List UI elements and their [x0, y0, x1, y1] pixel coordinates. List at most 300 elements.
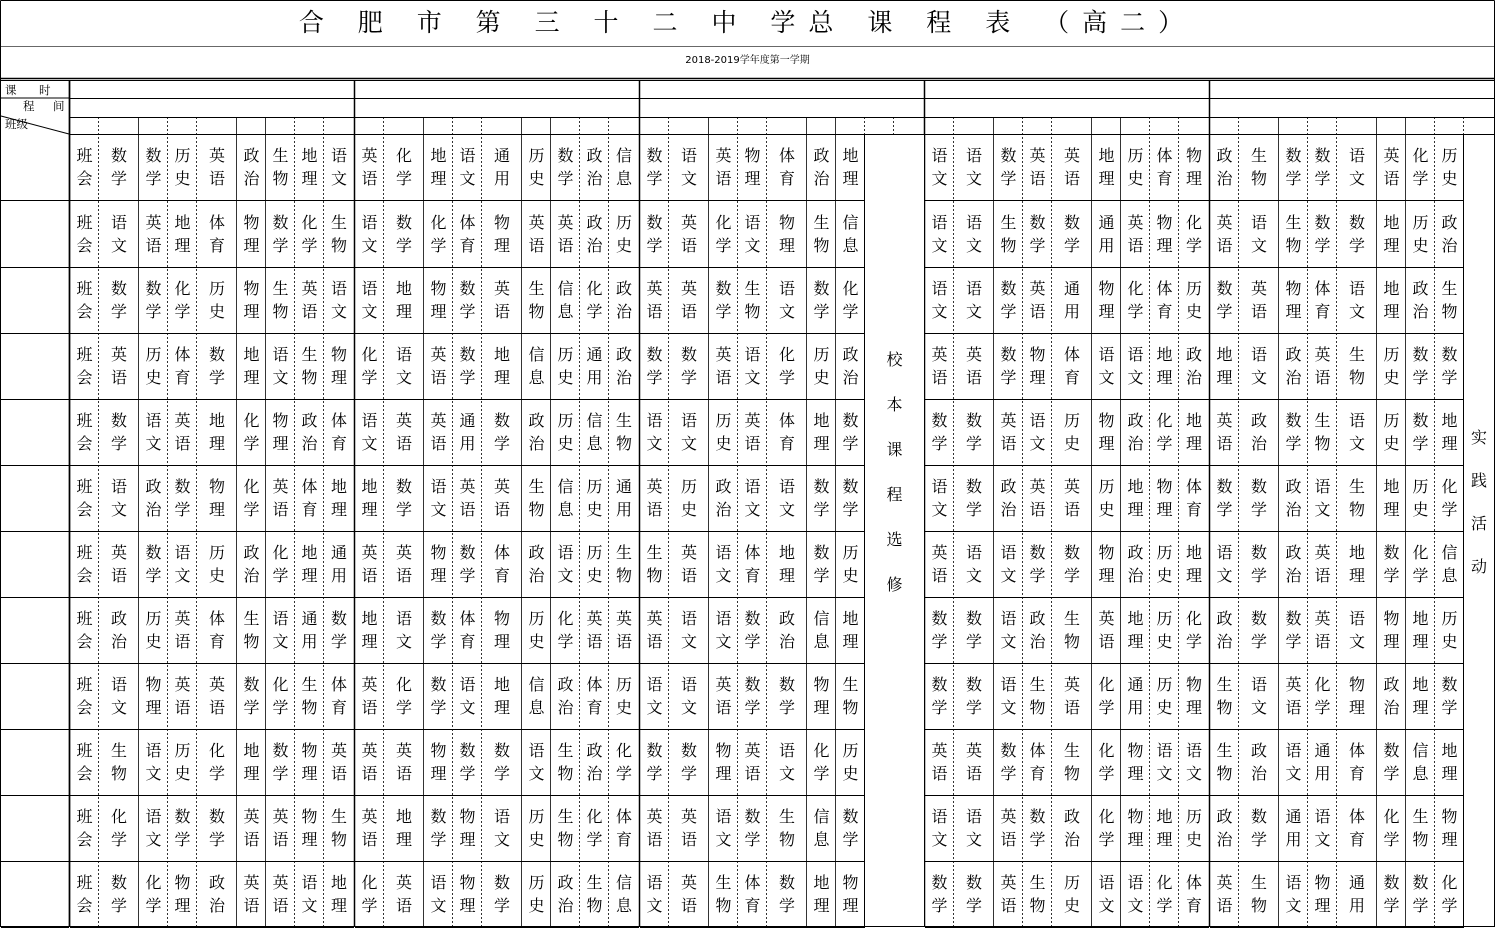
subject-char: 学 — [1441, 500, 1458, 519]
subject-char: 班 — [76, 146, 93, 165]
subject-char: 理 — [1383, 236, 1400, 255]
subject-char: 英 — [931, 741, 948, 760]
subject-char: 地 — [330, 873, 347, 892]
subject-char: 文 — [965, 830, 982, 849]
subject-cell — [1435, 201, 1464, 267]
subject-char: 英 — [430, 345, 447, 364]
subject-cell — [70, 861, 99, 927]
subject-char: 理 — [813, 896, 830, 915]
subject-char: 班 — [76, 411, 93, 430]
subject-cell — [669, 201, 709, 267]
subject-char: 英 — [680, 213, 697, 232]
subject-cell — [609, 465, 639, 531]
subject-cell — [709, 465, 738, 531]
subject-char: 政 — [586, 213, 603, 232]
subject-char: 生 — [1250, 146, 1267, 165]
subject-cell — [1337, 134, 1377, 200]
subject-cell — [168, 399, 197, 465]
subject-cell — [482, 597, 522, 663]
subject-char: 数 — [110, 411, 127, 430]
subject-char: 文 — [931, 169, 948, 188]
subject-char: 文 — [1156, 764, 1173, 783]
subject-char: 英 — [395, 543, 412, 562]
subject-char: 育 — [744, 896, 761, 915]
subject-char: 理 — [1441, 830, 1458, 849]
subject-cell — [237, 267, 266, 333]
subject-char: 数 — [1000, 345, 1017, 364]
period-number — [139, 117, 168, 134]
period-number — [709, 117, 738, 134]
subject-cell — [453, 267, 482, 333]
subject-cell — [295, 134, 324, 200]
subject-char: 理 — [430, 764, 447, 783]
subject-cell — [994, 201, 1023, 267]
subject-char: 生 — [1063, 609, 1080, 628]
subject-cell — [384, 201, 424, 267]
subject-cell — [738, 729, 767, 795]
subject-char: 育 — [459, 632, 476, 651]
period-number — [865, 117, 894, 134]
subject-char: 政 — [243, 146, 260, 165]
half-header-am — [925, 98, 1092, 117]
subject-char: 化 — [361, 345, 378, 364]
subject-char: 语 — [744, 213, 761, 232]
subject-char: 学 — [459, 764, 476, 783]
subject-cell — [295, 201, 324, 267]
half-header-pm — [1092, 98, 1209, 117]
subject-char: 数 — [1348, 213, 1365, 232]
subject-char: 学 — [361, 368, 378, 387]
subject-cell — [709, 134, 738, 200]
subject-cell — [1023, 531, 1052, 597]
subject-char: 语 — [1127, 873, 1144, 892]
special-char: 修 — [886, 574, 903, 594]
subject-cell — [580, 597, 609, 663]
subject-char: 英 — [110, 345, 127, 364]
subject-cell — [482, 663, 522, 729]
subject-char: 政 — [1285, 543, 1302, 562]
subject-cell — [1406, 795, 1435, 861]
subject-cell — [609, 861, 639, 927]
subject-cell — [738, 333, 767, 399]
subject-cell — [609, 795, 639, 861]
subject-char: 数 — [1383, 543, 1400, 562]
subject-char: 英 — [208, 146, 225, 165]
subject-char: 治 — [1250, 764, 1267, 783]
subject-char: 学 — [110, 830, 127, 849]
subject-cell — [237, 333, 266, 399]
period-number — [1052, 117, 1092, 134]
subject-char: 物 — [1098, 411, 1115, 430]
subject-char: 语 — [1216, 236, 1233, 255]
subject-char: 语 — [680, 411, 697, 430]
subject-cell — [1406, 399, 1435, 465]
subject-char: 学 — [430, 830, 447, 849]
subject-char: 学 — [1441, 698, 1458, 717]
subject-cell — [954, 399, 994, 465]
subject-char: 学 — [1383, 566, 1400, 585]
subject-char: 信 — [615, 873, 632, 892]
subject-cell — [1308, 531, 1337, 597]
subject-cell — [1092, 729, 1121, 795]
subject-cell — [1092, 531, 1121, 597]
subject-char: 语 — [174, 543, 191, 562]
subject-char: 英 — [361, 146, 378, 165]
subject-char: 物 — [1383, 609, 1400, 628]
subject-char: 学 — [272, 566, 289, 585]
subject-char: 文 — [646, 896, 663, 915]
subject-char: 历 — [1185, 279, 1202, 298]
subject-char: 史 — [528, 896, 545, 915]
subject-char: 物 — [208, 477, 225, 496]
subject-char: 物 — [1156, 213, 1173, 232]
subject-cell — [324, 597, 354, 663]
subject-char: 物 — [1063, 764, 1080, 783]
subject-cell — [1308, 134, 1337, 200]
subject-char: 会 — [76, 500, 93, 519]
subject-char: 学 — [110, 434, 127, 453]
subject-char: 语 — [110, 566, 127, 585]
subject-char: 英 — [715, 675, 732, 694]
subject-char: 生 — [330, 807, 347, 826]
subject-char: 育 — [459, 236, 476, 255]
subject-char: 语 — [586, 632, 603, 651]
subject-char: 文 — [931, 302, 948, 321]
subject-cell — [384, 465, 424, 531]
subject-char: 英 — [965, 741, 982, 760]
subject-char: 学 — [965, 698, 982, 717]
subject-char: 理 — [1127, 764, 1144, 783]
subject-char: 学 — [145, 169, 162, 188]
period-number — [1377, 117, 1406, 134]
subject-char: 会 — [76, 632, 93, 651]
subject-char: 物 — [715, 741, 732, 760]
subject-char: 理 — [330, 896, 347, 915]
subject-cell — [669, 465, 709, 531]
subject-char: 育 — [1156, 302, 1173, 321]
subject-char: 生 — [272, 146, 289, 165]
subject-cell — [709, 795, 738, 861]
subject-cell — [640, 399, 669, 465]
subject-char: 文 — [680, 169, 697, 188]
subject-cell — [994, 729, 1023, 795]
subject-char: 英 — [272, 477, 289, 496]
subject-char: 英 — [430, 411, 447, 430]
subject-char: 体 — [778, 411, 795, 430]
subject-cell — [1179, 134, 1209, 200]
subject-cell — [453, 729, 482, 795]
subject-char: 语 — [1285, 741, 1302, 760]
subject-char: 文 — [361, 302, 378, 321]
subject-char: 语 — [361, 213, 378, 232]
subject-cell — [453, 861, 482, 927]
subject-char: 史 — [813, 368, 830, 387]
subject-char: 学 — [361, 896, 378, 915]
period-number — [237, 117, 266, 134]
subject-char: 生 — [1441, 279, 1458, 298]
subject-char: 政 — [1412, 279, 1429, 298]
subject-char: 文 — [1314, 830, 1331, 849]
subject-char: 语 — [243, 830, 260, 849]
subject-char: 语 — [965, 807, 982, 826]
period-number — [99, 117, 139, 134]
subject-char: 理 — [1156, 500, 1173, 519]
subject-char: 学 — [1000, 764, 1017, 783]
subject-cell — [482, 795, 522, 861]
subject-cell — [1239, 399, 1279, 465]
subject-char: 学 — [1250, 830, 1267, 849]
subject-char: 历 — [528, 807, 545, 826]
subject-char: 体 — [1156, 279, 1173, 298]
subject-char: 数 — [1063, 543, 1080, 562]
subject-char: 理 — [208, 500, 225, 519]
subject-char: 物 — [528, 500, 545, 519]
subject-char: 理 — [1383, 500, 1400, 519]
period-number — [266, 117, 295, 134]
subject-cell — [99, 597, 139, 663]
subject-char: 体 — [459, 213, 476, 232]
subject-cell — [355, 531, 384, 597]
subject-char: 数 — [1000, 741, 1017, 760]
subject-cell — [1179, 201, 1209, 267]
period-number — [1406, 117, 1435, 134]
subject-char: 语 — [931, 146, 948, 165]
class-name — [1, 861, 69, 927]
subject-char: 数 — [459, 543, 476, 562]
subject-char: 理 — [493, 698, 510, 717]
subject-char: 英 — [1314, 609, 1331, 628]
subject-char: 地 — [1127, 477, 1144, 496]
subject-char: 数 — [1216, 477, 1233, 496]
special-text — [1471, 425, 1487, 577]
subject-char: 文 — [110, 236, 127, 255]
subject-char: 语 — [110, 477, 127, 496]
subject-cell — [237, 134, 266, 200]
subject-char: 数 — [557, 146, 574, 165]
subject-char: 数 — [145, 279, 162, 298]
subject-cell — [1406, 531, 1435, 597]
subject-char: 英 — [1314, 345, 1331, 364]
subject-cell — [295, 267, 324, 333]
subject-char: 数 — [813, 543, 830, 562]
subject-char: 数 — [110, 873, 127, 892]
subject-cell — [1406, 465, 1435, 531]
subject-cell — [807, 795, 836, 861]
subject-cell — [1150, 729, 1179, 795]
subject-char: 政 — [301, 411, 318, 430]
subject-char: 英 — [646, 279, 663, 298]
subject-char: 班 — [76, 873, 93, 892]
subject-char: 治 — [1029, 632, 1046, 651]
subject-char: 史 — [1185, 302, 1202, 321]
period-number — [453, 117, 482, 134]
subject-char: 语 — [778, 477, 795, 496]
subject-cell — [1210, 597, 1239, 663]
subject-char: 语 — [1029, 302, 1046, 321]
subject-char: 理 — [1383, 302, 1400, 321]
subject-char: 物 — [557, 830, 574, 849]
subject-char: 语 — [430, 873, 447, 892]
subject-char: 地 — [1156, 807, 1173, 826]
subject-char: 史 — [1185, 830, 1202, 849]
subject-char: 文 — [1348, 169, 1365, 188]
subject-cell — [424, 267, 453, 333]
subject-char: 数 — [1441, 345, 1458, 364]
subject-char: 物 — [842, 698, 859, 717]
subject-cell — [1023, 861, 1052, 927]
subject-char: 英 — [1216, 411, 1233, 430]
subject-cell — [99, 795, 139, 861]
subject-cell — [482, 399, 522, 465]
subject-cell — [1121, 663, 1150, 729]
subject-char: 学 — [965, 896, 982, 915]
subject-char: 体 — [744, 873, 761, 892]
subject-char: 治 — [813, 169, 830, 188]
subject-char: 学 — [1348, 236, 1365, 255]
subject-cell — [295, 663, 324, 729]
subject-cell — [522, 795, 551, 861]
subject-cell — [1239, 663, 1279, 729]
subject-cell — [139, 399, 168, 465]
subject-cell — [925, 531, 954, 597]
subject-char: 语 — [361, 279, 378, 298]
subject-cell — [482, 333, 522, 399]
subject-cell — [324, 795, 354, 861]
subject-char: 数 — [430, 675, 447, 694]
subject-char: 语 — [1098, 873, 1115, 892]
subject-cell — [197, 267, 237, 333]
subject-char: 治 — [1216, 830, 1233, 849]
subject-cell — [1406, 201, 1435, 267]
period-number — [168, 117, 197, 134]
subject-char: 语 — [301, 873, 318, 892]
subject-char: 育 — [778, 434, 795, 453]
subject-cell — [1052, 597, 1092, 663]
subject-char: 政 — [1285, 345, 1302, 364]
subject-cell — [1121, 729, 1150, 795]
subject-char: 学 — [715, 236, 732, 255]
special-text — [886, 347, 902, 595]
class-name — [1, 663, 69, 729]
subject-char: 治 — [145, 500, 162, 519]
subject-char: 育 — [1185, 896, 1202, 915]
subject-char: 生 — [1216, 741, 1233, 760]
subject-char: 历 — [1156, 543, 1173, 562]
subject-cell — [1337, 729, 1377, 795]
subject-cell — [640, 201, 669, 267]
subject-char: 信 — [586, 411, 603, 430]
subject-cell — [355, 134, 384, 200]
subject-char: 文 — [395, 632, 412, 651]
subject-cell — [453, 465, 482, 531]
period-number — [1279, 117, 1308, 134]
subject-char: 文 — [778, 764, 795, 783]
special-char: 课 — [886, 439, 903, 459]
subject-char: 语 — [1029, 500, 1046, 519]
subject-char: 学 — [646, 169, 663, 188]
subject-char: 学 — [330, 632, 347, 651]
day-header — [70, 80, 354, 98]
subject-cell — [1435, 134, 1464, 200]
subject-char: 化 — [715, 213, 732, 232]
subject-cell — [609, 333, 639, 399]
subject-char: 学 — [1185, 632, 1202, 651]
subject-char: 化 — [243, 477, 260, 496]
subject-char: 生 — [813, 213, 830, 232]
subject-cell — [266, 465, 295, 531]
subject-cell — [994, 795, 1023, 861]
subject-char: 学 — [1156, 434, 1173, 453]
subject-char: 英 — [174, 609, 191, 628]
subject-char: 学 — [1285, 632, 1302, 651]
subject-char: 语 — [395, 609, 412, 628]
subject-char: 语 — [680, 146, 697, 165]
subject-cell — [1308, 333, 1337, 399]
subject-cell — [1121, 795, 1150, 861]
subject-char: 政 — [1029, 609, 1046, 628]
subject-cell — [551, 531, 580, 597]
subject-char: 治 — [557, 698, 574, 717]
subject-cell — [197, 399, 237, 465]
half-header-am — [70, 98, 237, 117]
subject-cell — [1179, 399, 1209, 465]
subject-char: 语 — [272, 500, 289, 519]
subject-cell — [925, 465, 954, 531]
subject-char: 理 — [1348, 566, 1365, 585]
subject-char: 数 — [842, 411, 859, 430]
subject-char: 文 — [778, 500, 795, 519]
subject-cell — [551, 795, 580, 861]
subject-cell — [168, 729, 197, 795]
subject-char: 治 — [615, 302, 632, 321]
subject-char: 体 — [301, 477, 318, 496]
subject-cell — [1121, 597, 1150, 663]
subject-cell — [551, 201, 580, 267]
subject-char: 信 — [1412, 741, 1429, 760]
subject-char: 通 — [1285, 807, 1302, 826]
subject-char: 英 — [459, 477, 476, 496]
subject-char: 数 — [1250, 543, 1267, 562]
subject-cell — [1092, 663, 1121, 729]
subject-char: 学 — [1285, 169, 1302, 188]
subject-cell — [994, 465, 1023, 531]
subject-char: 生 — [615, 543, 632, 562]
subject-char: 数 — [646, 741, 663, 760]
subject-char: 学 — [1250, 500, 1267, 519]
subject-cell — [994, 267, 1023, 333]
subject-char: 语 — [528, 741, 545, 760]
subject-char: 数 — [1285, 146, 1302, 165]
subject-cell — [1023, 597, 1052, 663]
subject-char: 语 — [778, 741, 795, 760]
subject-char: 治 — [301, 434, 318, 453]
special-char: 动 — [1470, 556, 1487, 576]
subject-cell — [1210, 861, 1239, 927]
subject-char: 英 — [361, 675, 378, 694]
subject-char: 学 — [931, 698, 948, 717]
subject-char: 学 — [646, 764, 663, 783]
subject-cell — [836, 531, 865, 597]
subject-char: 班 — [76, 609, 93, 628]
subject-cell — [1239, 201, 1279, 267]
subject-char: 物 — [1348, 368, 1365, 387]
subject-char: 信 — [842, 213, 859, 232]
subject-char: 英 — [1216, 873, 1233, 892]
subject-char: 体 — [778, 146, 795, 165]
subject-char: 生 — [744, 279, 761, 298]
subject-char: 理 — [330, 368, 347, 387]
subject-char: 治 — [1000, 500, 1017, 519]
